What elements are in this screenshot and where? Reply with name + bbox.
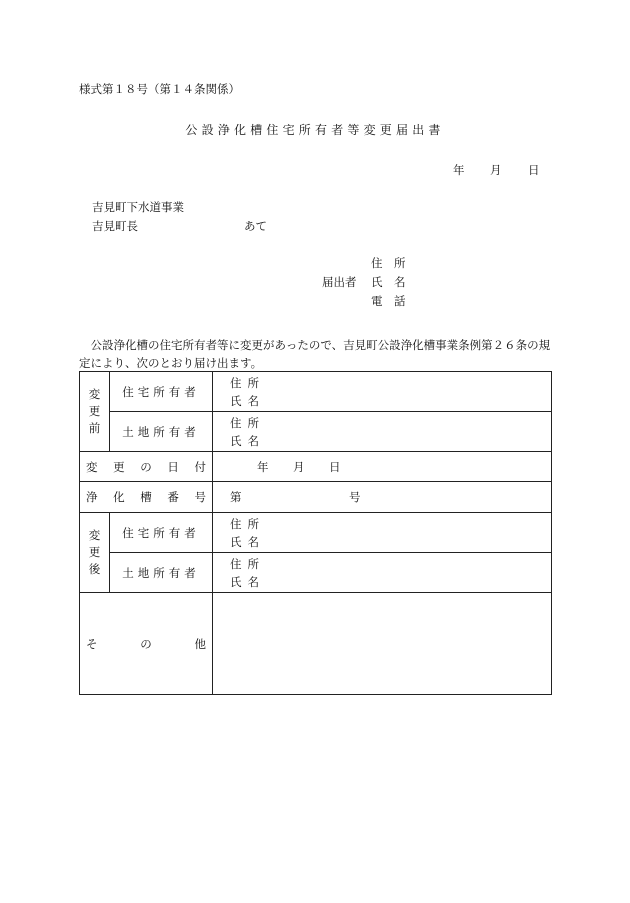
change-date-month: 月 [293, 459, 305, 474]
before-land-owner-fields[interactable] [213, 412, 552, 452]
name-label: 氏名 [230, 574, 265, 589]
document-title: 公設浄化槽住宅所有者等変更届出書 [185, 123, 445, 137]
name-label: 氏名 [230, 393, 265, 408]
row-after-house-owner [80, 513, 552, 553]
row-after-land-owner [80, 553, 552, 593]
before-label: 変 更 前 [88, 387, 101, 435]
applicant-name-label: 氏 名 [371, 275, 406, 289]
addressee-organization: 吉見町下水道事業 [92, 200, 184, 214]
after-house-owner-label: 住宅所有者 [110, 513, 213, 553]
address-label: 住所 [230, 415, 265, 430]
tank-number-prefix: 第 [230, 490, 242, 504]
date-day: 日 [528, 163, 540, 177]
tank-number-label: 浄化槽番号 [80, 482, 213, 513]
after-label-cell [80, 513, 110, 593]
row-change-date [80, 452, 552, 482]
row-before-land-owner [80, 412, 552, 452]
before-label-cell [80, 372, 110, 452]
after-house-owner-fields[interactable] [213, 513, 552, 553]
other-label: その他 [80, 593, 213, 695]
after-land-owner-fields[interactable] [213, 553, 552, 593]
applicant-phone-label: 電 話 [371, 294, 406, 308]
addressee-suffix: あて [244, 219, 267, 233]
before-house-owner-label: 住宅所有者 [110, 372, 213, 412]
change-date-year: 年 [257, 459, 269, 474]
body-text: 公設浄化槽の住宅所有者等に変更があったので、吉見町公設浄化槽事業条例第２６条の規定により、次のとおり届け出ます。 [79, 338, 551, 370]
address-label: 住所 [230, 375, 265, 390]
after-land-owner-label: 土地所有者 [110, 553, 213, 593]
row-before-house-owner [80, 372, 552, 412]
other-field[interactable] [213, 593, 552, 695]
date-month: 月 [490, 163, 502, 177]
tank-number-suffix: 号 [349, 490, 361, 504]
name-label: 氏名 [230, 433, 265, 448]
change-date-label: 変更の日付 [80, 452, 213, 482]
change-date-day: 日 [329, 459, 341, 474]
addressee-title: 吉見町長 [92, 219, 138, 233]
row-tank-number [80, 482, 552, 513]
applicant-address-label: 住 所 [371, 256, 406, 270]
address-label: 住所 [230, 516, 265, 531]
before-land-owner-label: 土地所有者 [110, 412, 213, 452]
applicant-label: 届出者 [322, 275, 357, 289]
change-date-field[interactable] [213, 452, 552, 482]
date-line [453, 162, 540, 178]
form-number: 様式第１８号（第１４条関係） [79, 82, 240, 96]
name-label: 氏名 [230, 534, 265, 549]
change-table [79, 371, 552, 695]
before-house-owner-fields[interactable] [213, 372, 552, 412]
address-label: 住所 [230, 556, 265, 571]
row-other [80, 593, 552, 695]
tank-number-field[interactable] [213, 482, 552, 513]
date-year: 年 [453, 163, 465, 177]
after-label: 変 更 後 [88, 528, 101, 576]
